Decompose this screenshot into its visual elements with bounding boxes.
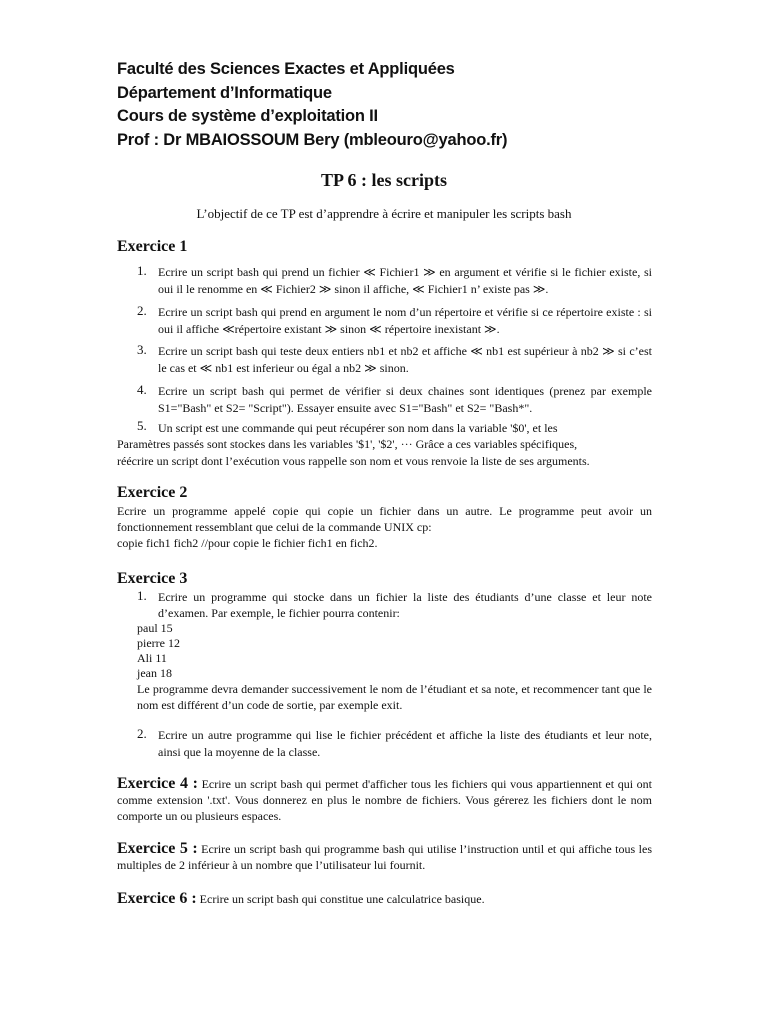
- ex1-item-5-continuation-2: réécrire un script dont l’exécution vous rappelle son nom et vous renvoie la liste de ses arguments.: [117, 454, 590, 468]
- ex3-item-2-number: 2.: [137, 726, 147, 741]
- ex3-file-line-4: jean 18: [137, 666, 172, 680]
- ex3-item-2-text: Ecrire un autre programme qui lise le fichier précédent et affiche la liste des étudiants et leur note, ainsi que la moyenne de la classe.: [158, 728, 652, 759]
- professor-name: Prof : Dr MBAIOSSOUM Bery (mbleouro@yahoo.fr): [117, 130, 508, 149]
- exercise-2-heading: Exercice 2: [117, 484, 188, 501]
- exercise-4-heading: Exercice 4 :: [117, 775, 198, 792]
- ex3-file-line-1: paul 15: [137, 621, 173, 635]
- ex3-file-line-2: pierre 12: [137, 636, 180, 650]
- exercise-3-heading: Exercice 3: [117, 570, 188, 587]
- ex5-text: Ecrire un script bash qui programme bash qui utilise l’instruction until et qui affiche tous les multiples de 2 inférieur à un nombre que l’utilisateur lui fournit.: [117, 842, 652, 872]
- exercise-6-heading: Exercice 6 :: [117, 890, 197, 907]
- course-name: Cours de système d’exploitation II: [117, 107, 378, 125]
- ex1-item-2-text: Ecrire un script bash qui prend en argument le nom d’un répertoire et vérifie si ce répertoire existe : si oui il affiche ≪répertoire existant ≫ sinon ≪ répertoire inexistant ≫.: [158, 305, 652, 336]
- exercise-1-heading: Exercice 1: [117, 238, 188, 255]
- ex5-paragraph: [117, 841, 652, 873]
- ex2-example: copie fich1 fich2 //pour copie le fichier fich1 en fich2.: [117, 536, 378, 550]
- ex3-after-text: Le programme devra demander successivement le nom de l’étudiant et sa note, et recommencer tant que le nom est différent d’un code de sortie, par exemple exit.: [137, 682, 652, 712]
- ex1-item-3-number: 3.: [137, 342, 147, 357]
- exercise-5-heading: Exercice 5 :: [117, 840, 198, 857]
- header-block: [117, 58, 507, 152]
- ex4-paragraph: [117, 776, 652, 824]
- ex3-file-line-3: Ali 11: [137, 651, 167, 665]
- ex1-item-1-number: 1.: [137, 263, 147, 278]
- department-name: Département d’Informatique: [117, 83, 332, 102]
- objective-text: L’objectif de ce TP est d’apprendre à écrire et manipuler les scripts bash: [196, 206, 572, 221]
- ex2-text: Ecrire un programme appelé copie qui copie un fichier dans un autre. Le programme peut avoir un fonctionnement ressemblant que celui de la commande UNIX cp:: [117, 504, 652, 534]
- ex1-item-3-text: Ecrire un script bash qui teste deux entiers nb1 et nb2 et affiche ≪ nb1 est supérieur à nb2 ≫ si c’est le cas et ≪ nb1 est inferieur ou égal a nb2 ≫ sinon.: [158, 344, 652, 375]
- ex6-text: Ecrire un script bash qui constitue une calculatrice basique.: [196, 892, 485, 906]
- ex1-item-5-number: 5.: [137, 418, 147, 433]
- ex4-text: Ecrire un script bash qui permet d'afficher tous les fichiers qui vous appartiennent et qui ont comme extension '.txt'. Vous donnerez en plus le nombre de fichiers. Vous gérerez les fichiers dont le nom comporte un ou plusieurs espaces.: [117, 777, 653, 823]
- page-title: TP 6 : les scripts: [321, 170, 447, 190]
- ex1-item-4-text: Ecrire un script bash qui permet de vérifier si deux chaines sont identiques (prenez par exemple S1="Bash" et S2= "Script"). Essayer ensuite avec S1="Bash" et S2= "Bash*".: [158, 384, 652, 415]
- ex3-item-1-number: 1.: [137, 588, 147, 603]
- ex1-item-5-text: Un script est une commande qui peut récupérer son nom dans la variable '$0', et les: [158, 421, 558, 435]
- ex1-item-5-continuation-1: Paramètres passés sont stockes dans les variables '$1', '$2', ··· Grâce a ces variables spécifiques,: [117, 437, 578, 451]
- ex6-paragraph: [117, 891, 652, 907]
- ex1-item-1-text: Ecrire un script bash qui prend un fichier ≪ Fichier1 ≫ en argument et vérifie si le fichier existe, si oui il le renomme en ≪ Fichier2 ≫ sinon il affiche, ≪ Fichier1 n’ existe pas ≫.: [158, 265, 652, 296]
- ex1-item-2-number: 2.: [137, 303, 147, 318]
- ex1-item-4-number: 4.: [137, 382, 147, 397]
- faculty-name: Faculté des Sciences Exactes et Appliquées: [117, 60, 455, 78]
- ex3-item-1-text: Ecrire un programme qui stocke dans un fichier la liste des étudiants d’une classe et leur note d’examen. Par exemple, le fichier pourra contenir:: [158, 590, 652, 620]
